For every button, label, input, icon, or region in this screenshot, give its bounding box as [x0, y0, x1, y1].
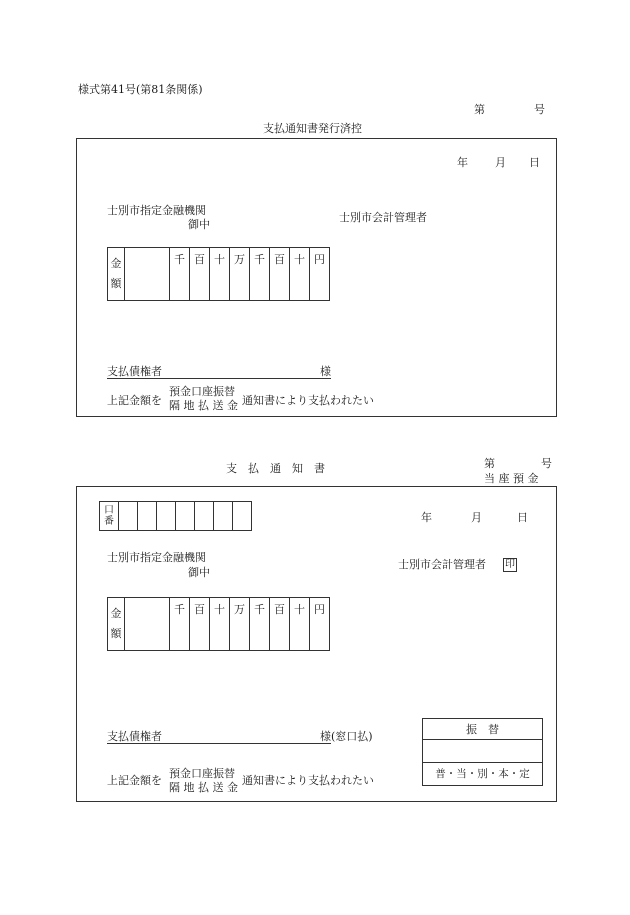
- notice-method-transfer: 預金口座振替: [169, 767, 235, 780]
- stub-date-day: 日: [529, 156, 540, 169]
- notice-amount-label: 金 額: [108, 598, 125, 651]
- account-digit-box[interactable]: [233, 502, 252, 531]
- stub-digit-ju-2[interactable]: 十: [290, 248, 310, 301]
- stub-digit-sen-2[interactable]: 千: [250, 248, 270, 301]
- notice-form-box: [76, 486, 557, 802]
- account-digit-box[interactable]: [157, 502, 176, 531]
- notice-method-options: [169, 767, 238, 795]
- notice-digit-en[interactable]: 円: [310, 598, 330, 651]
- notice-date-day: 日: [517, 511, 528, 524]
- stub-amount-label: 金 額: [108, 248, 125, 301]
- notice-number-dai: 第: [484, 457, 495, 470]
- notice-sama-window: 様(窓口払): [320, 730, 373, 743]
- notice-seal: [503, 558, 517, 572]
- notice-bank-name: 士別市指定金融機関: [107, 551, 206, 564]
- account-digit-box[interactable]: [195, 502, 214, 531]
- notice-creditor-line[interactable]: [107, 743, 331, 744]
- account-digit-box[interactable]: [214, 502, 233, 531]
- account-digit-box[interactable]: [176, 502, 195, 531]
- stub-amount-table: [107, 247, 330, 301]
- notice-digit-sen-2[interactable]: 千: [250, 598, 270, 651]
- transfer-blank-cell[interactable]: [423, 742, 542, 761]
- notice-digit-man[interactable]: 万: [230, 598, 250, 651]
- stub-method-transfer: 預金口座振替: [169, 385, 235, 398]
- notice-account-type: 当 座 預 金: [484, 472, 539, 485]
- stub-bank-name: 士別市指定金融機関: [107, 204, 206, 217]
- stub-sama: 様: [320, 365, 331, 378]
- notice-digit-ju-2[interactable]: 十: [290, 598, 310, 651]
- account-digit-box[interactable]: [119, 502, 138, 531]
- stub-amount-blank-cell[interactable]: [125, 248, 170, 301]
- notice-title: 支 払 通 知 書: [226, 462, 325, 475]
- stub-digit-en[interactable]: 円: [310, 248, 330, 301]
- notice-date-year: 年: [421, 511, 432, 524]
- notice-statement-prefix: 上記金額を: [107, 774, 162, 787]
- transfer-title: 振 替: [466, 723, 499, 736]
- stub-accountant: 士別市会計管理者: [339, 211, 427, 224]
- notice-creditor-label: 支払債権者: [107, 730, 162, 743]
- stub-statement-suffix: 通知書により支払われたい: [242, 394, 374, 407]
- stub-number-dai: 第: [474, 103, 485, 116]
- notice-digit-hyaku-2[interactable]: 百: [270, 598, 290, 651]
- transfer-divider-2: [423, 762, 542, 763]
- stub-form-box: [76, 138, 557, 417]
- stub-title: 支払通知書発行済控: [263, 122, 362, 135]
- account-number-boxes: [99, 501, 252, 531]
- notice-digit-ju-1[interactable]: 十: [210, 598, 230, 651]
- stub-method-remittance: 隔 地 払 送 金: [169, 399, 238, 412]
- stub-digit-hyaku-1[interactable]: 百: [190, 248, 210, 301]
- transfer-divider-1: [423, 739, 542, 740]
- stub-digit-ju-1[interactable]: 十: [210, 248, 230, 301]
- account-digit-box[interactable]: [138, 502, 157, 531]
- stub-statement-prefix: 上記金額を: [107, 394, 162, 407]
- stub-digit-man[interactable]: 万: [230, 248, 250, 301]
- transfer-box: [422, 718, 543, 786]
- stub-method-options: [169, 385, 238, 413]
- stub-creditor-label: 支払債権者: [107, 365, 162, 378]
- notice-amount-table: [107, 597, 330, 651]
- notice-amount-blank-cell[interactable]: [125, 598, 170, 651]
- stub-digit-hyaku-2[interactable]: 百: [270, 248, 290, 301]
- stub-digit-sen-1[interactable]: 千: [170, 248, 190, 301]
- notice-date-month: 月: [471, 511, 482, 524]
- notice-digit-sen-1[interactable]: 千: [170, 598, 190, 651]
- account-number-label: 口 番: [100, 502, 119, 531]
- stub-date-year: 年: [457, 156, 468, 169]
- form-id: 様式第41号(第81条関係): [78, 83, 203, 96]
- seal-icon: 印: [505, 559, 515, 570]
- notice-statement-suffix: 通知書により支払われたい: [242, 774, 374, 787]
- notice-digit-hyaku-1[interactable]: 百: [190, 598, 210, 651]
- notice-accountant: 士別市会計管理者: [398, 558, 486, 571]
- stub-date-month: 月: [495, 156, 506, 169]
- stub-creditor-line[interactable]: [107, 378, 331, 379]
- stub-number-go: 号: [534, 103, 545, 116]
- notice-number-go: 号: [541, 457, 552, 470]
- stub-bank-onchu: 御中: [188, 218, 210, 231]
- notice-bank-onchu: 御中: [188, 566, 210, 579]
- notice-method-remittance: 隔 地 払 送 金: [169, 781, 238, 794]
- deposit-types: 普・当・別・本・定: [435, 768, 530, 780]
